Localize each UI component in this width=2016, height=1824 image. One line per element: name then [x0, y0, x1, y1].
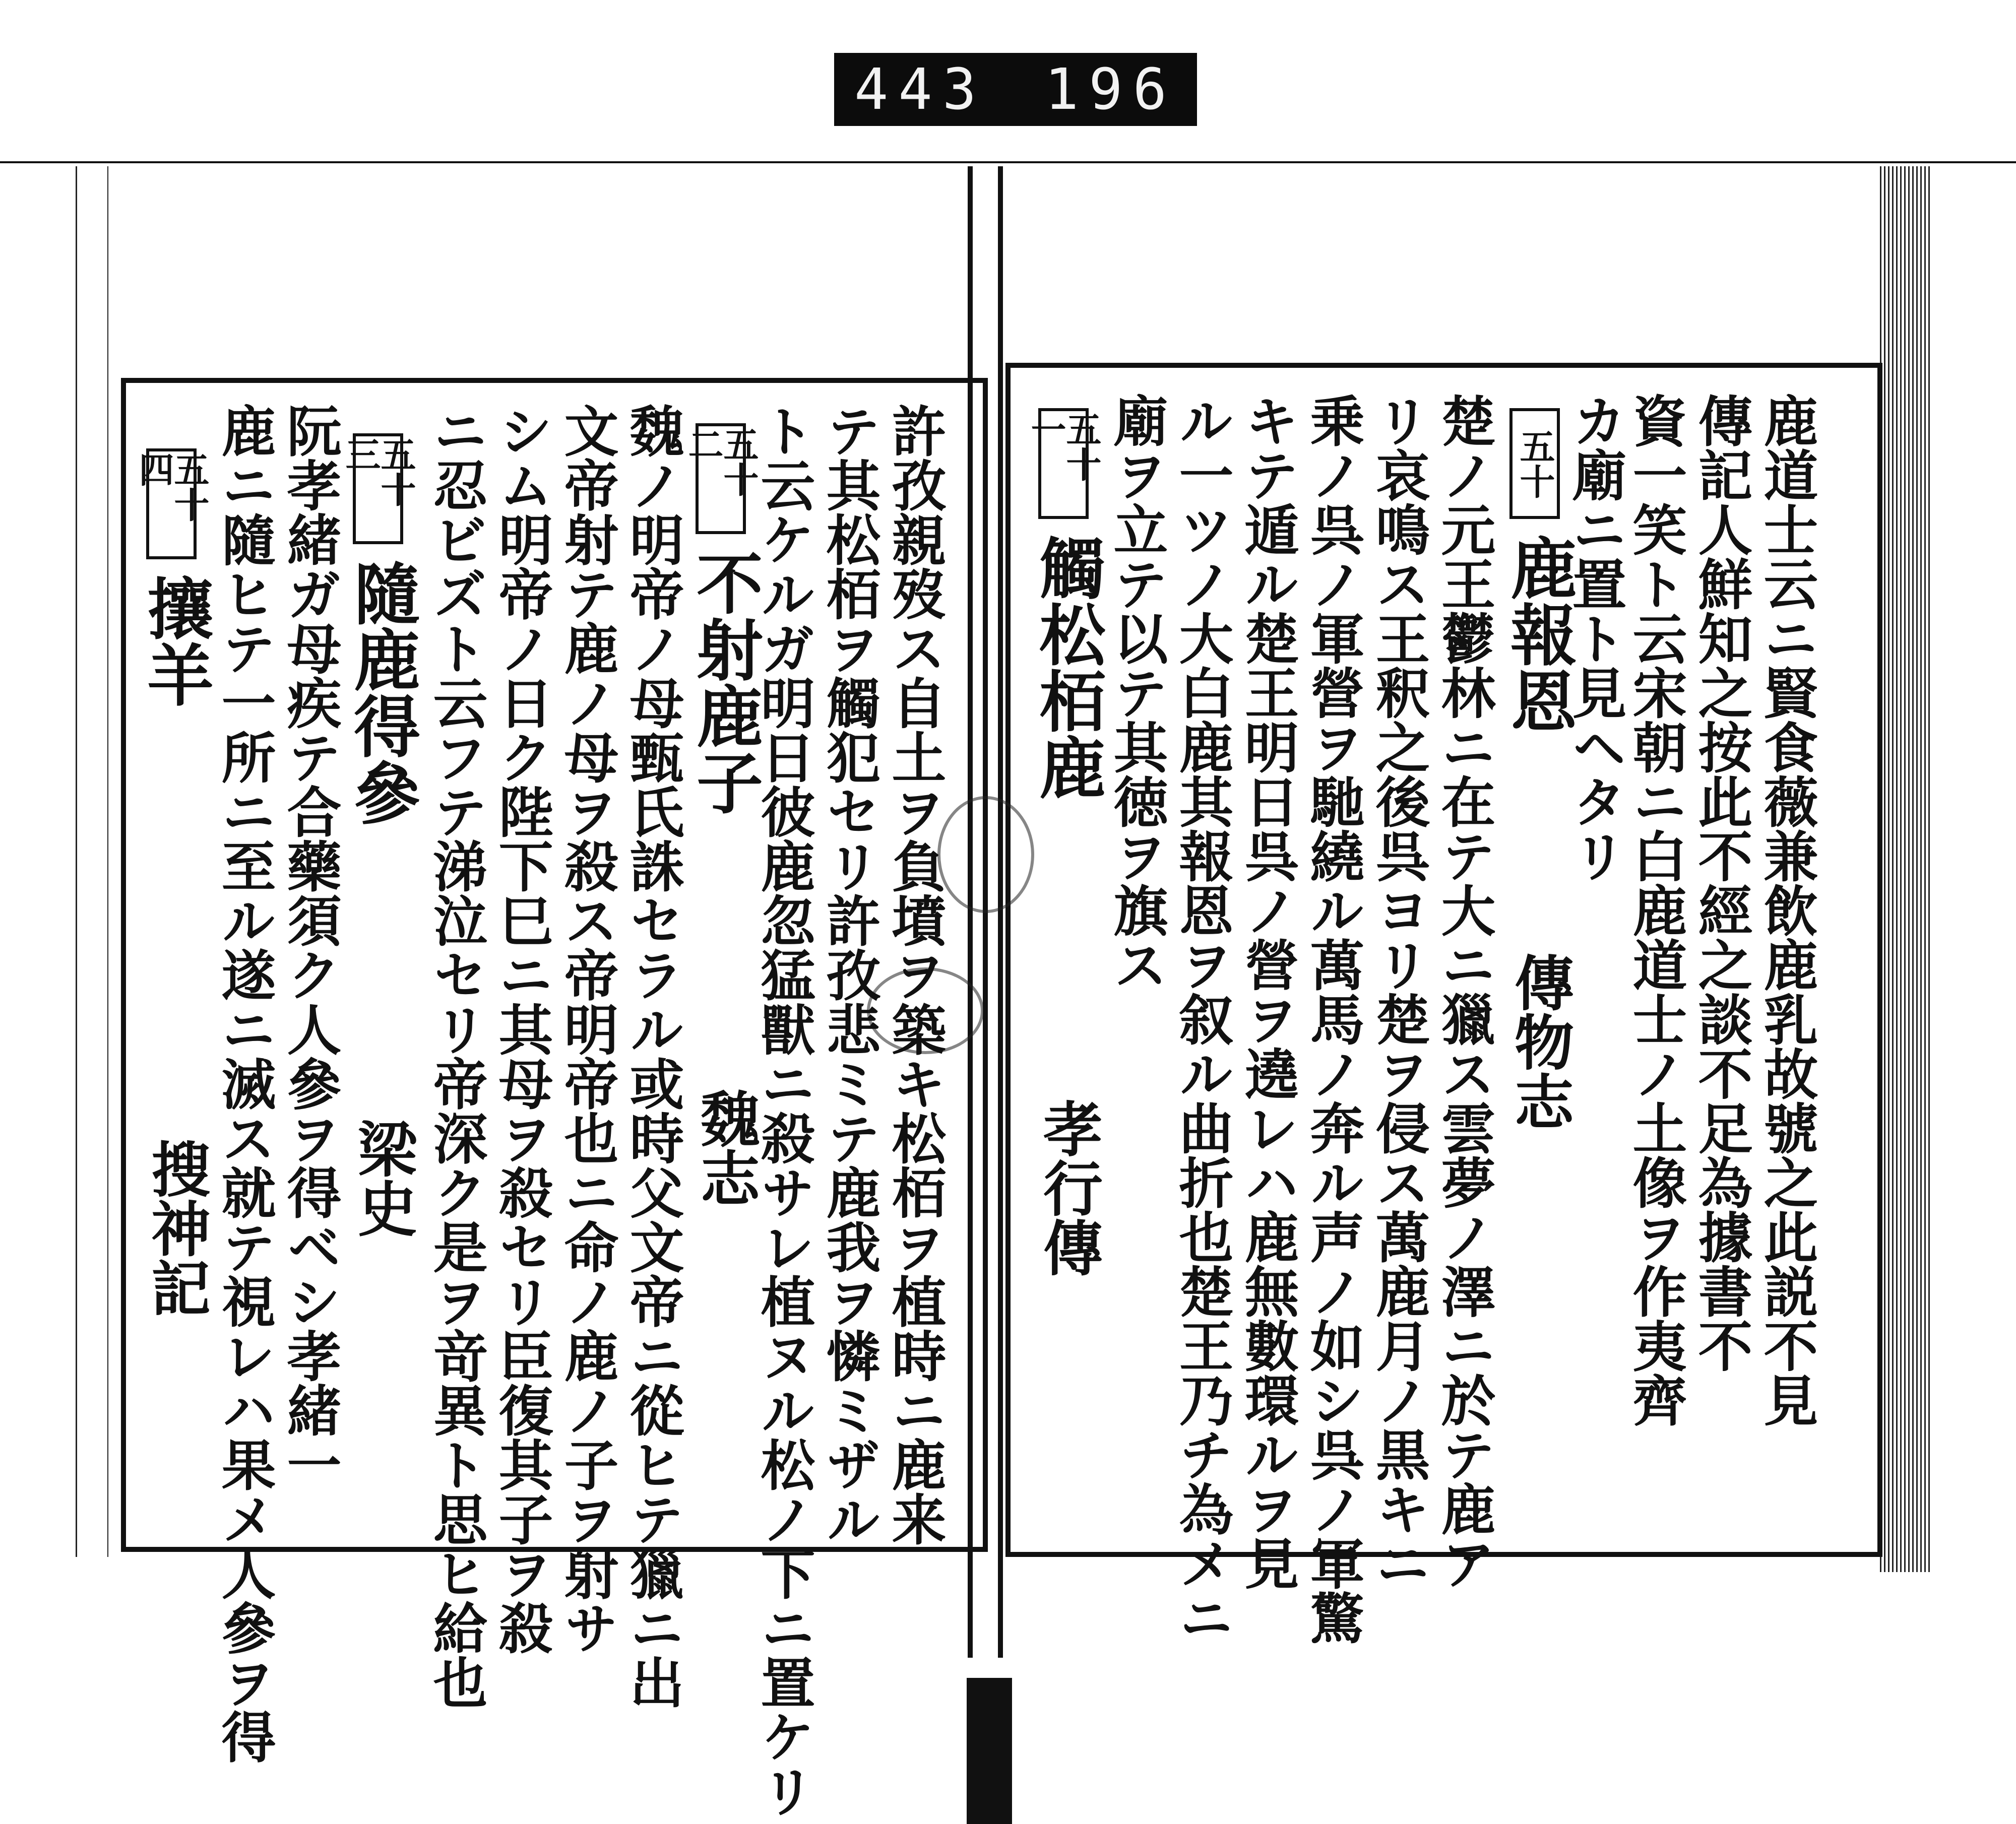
- entry-title: 攘羊: [136, 574, 214, 707]
- scan-top-rule: [0, 161, 2016, 163]
- text-column: 傳記人鮮知之按此不經之談不足為據書不: [1689, 393, 1752, 1373]
- text-column: 阮孝緒ガ母疾テ合藥須ク人參ヲ得ベシ孝緒一: [278, 403, 341, 1491]
- gutter-rule: [968, 166, 973, 1658]
- entry-source: 魏志: [690, 1088, 761, 1207]
- entry-number-box: 五十二: [696, 423, 746, 534]
- entry-title: 隨鹿得參: [342, 559, 420, 825]
- entry-number-box: 五十: [1509, 408, 1560, 519]
- book-spine: [967, 1678, 1012, 1824]
- text-column: カ廟ニ置ト見ヘタリ: [1563, 393, 1626, 883]
- text-column: 資一笑ト云宋朝ニ白鹿道士ノ土像ヲ作夷齊: [1623, 393, 1687, 1427]
- gutter-rule: [998, 166, 1003, 1658]
- film-reel-label: [834, 53, 1197, 126]
- entry-source: 搜神記: [141, 1139, 211, 1317]
- entry-number-box: 五十一: [1038, 408, 1089, 519]
- text-column: 乗ノ呉ノ軍營ヲ馳繞ル萬馬ノ奔ル声ノ如シ呉ノ軍驚: [1301, 393, 1364, 1645]
- entry-number-box: 五十三: [353, 433, 403, 544]
- text-column: リ哀鳴ス王釈之後呉ヨリ楚ヲ侵ス萬鹿月ノ黒キニ: [1366, 393, 1430, 1590]
- text-column: 魏ノ明帝ノ母甄氏誅セラル或時父文帝ニ從ヒテ獵ニ出: [620, 403, 684, 1709]
- text-column: 文帝射テ鹿ノ母ヲ殺ス帝明帝也ニ命ノ鹿ノ子ヲ射サ: [555, 403, 618, 1655]
- ink-stain: [937, 796, 1034, 913]
- text-column: 許孜親歿ス自土ヲ負墳ヲ築キ松栢ヲ植時ニ鹿来: [883, 403, 946, 1546]
- text-column: キテ遁ル楚王明日呉ノ營ヲ遶レハ鹿無數環ルヲ見: [1235, 393, 1299, 1590]
- text-column: ニ忍ビズト云フテ涕泣セリ帝深ク是ヲ竒異ト思ヒ給也: [424, 403, 487, 1709]
- text-column: 楚ノ元王鬱林ニ在テ大ニ獵ス雲夢ノ澤ニ於テ鹿ア: [1432, 393, 1495, 1590]
- text-column: ル一ツノ大白鹿其報恩ヲ叙ル曲折也楚王乃チ為メニ: [1170, 393, 1233, 1645]
- entry-source: 孝行傳: [1033, 1098, 1103, 1277]
- entry-title: 不射鹿子: [685, 549, 763, 815]
- entry-number-box: 五十四: [146, 448, 197, 559]
- left-page-edge: [76, 166, 108, 1557]
- text-column: 鹿ニ隨ヒテ一所ニ至ル遂ニ滅ス就テ視レハ果メ人參ヲ得: [212, 403, 276, 1764]
- text-column: テ其松栢ヲ觸犯セリ許孜悲ミテ鹿我ヲ憐ミザル: [817, 403, 880, 1546]
- reel-number: 443: [854, 56, 987, 122]
- text-column: 廟ヲ立テ以テ其徳ヲ旗ス: [1104, 393, 1168, 992]
- right-page-edges: [1880, 166, 1930, 1572]
- entry-title: 觸松栢鹿: [1028, 534, 1106, 800]
- text-column: シム明帝ノ日ク陛下巳ニ其母ヲ殺セリ臣復其子ヲ殺: [489, 403, 553, 1655]
- text-column: ト云ケルガ明日彼鹿忽猛獸ニ殺サレ植ヌル松ノ下ニ置ケリ: [751, 403, 815, 1818]
- entry-source: 傳物志: [1504, 952, 1574, 1131]
- entry-source: 梁史: [348, 1119, 418, 1237]
- entry-title: 鹿報恩: [1499, 534, 1577, 734]
- frame-number: 196: [1044, 56, 1177, 122]
- text-column: 鹿道士云ニ賢食薇兼飲鹿乳故號之此説不見: [1754, 393, 1818, 1427]
